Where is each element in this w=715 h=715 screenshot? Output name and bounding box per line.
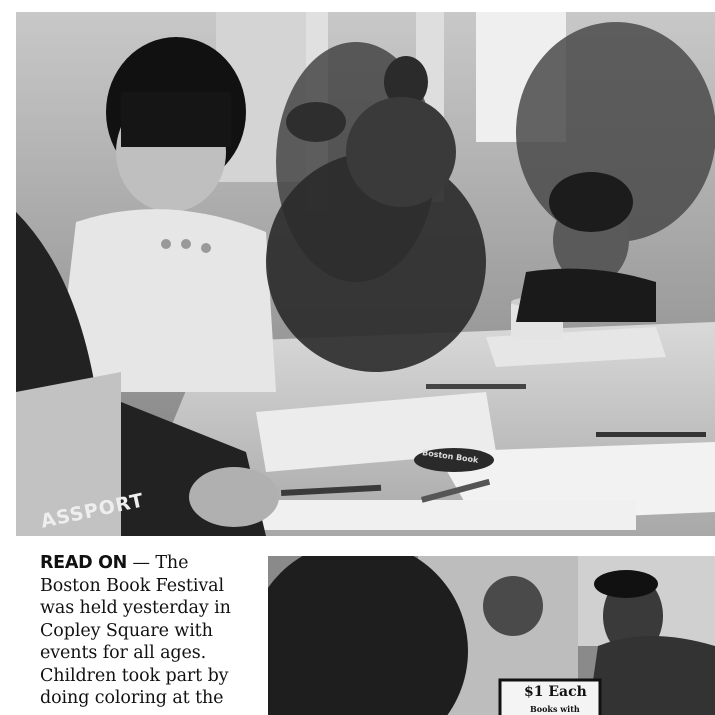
- tape-label: Boston Book: [421, 448, 479, 465]
- caption-line-1: The: [155, 553, 189, 573]
- box-label: ASSPORT: [38, 489, 147, 533]
- price-sign-subtext: Books with: [530, 704, 580, 714]
- caption-line-3: was held yesterday in: [40, 598, 231, 618]
- secondary-photo-scene: [268, 556, 715, 715]
- main-photo-scene: [16, 12, 715, 536]
- caption-line-6: Children took part by: [40, 665, 229, 686]
- caption-line-5: events for all ages.: [40, 643, 207, 663]
- main-photo: [16, 12, 715, 536]
- price-sign-text: $1 Each: [524, 684, 587, 700]
- caption-line-7: doing coloring at the: [40, 688, 224, 708]
- secondary-photo: [268, 556, 715, 715]
- caption-line-2: Boston Book Festival: [40, 575, 224, 596]
- person-left: [268, 556, 468, 715]
- boy: [516, 269, 656, 322]
- caption-dash: —: [127, 553, 156, 573]
- photo-caption: [40, 552, 258, 710]
- caption-kicker: READ ON: [40, 553, 128, 573]
- caption-line-4: Copley Square with: [40, 620, 213, 641]
